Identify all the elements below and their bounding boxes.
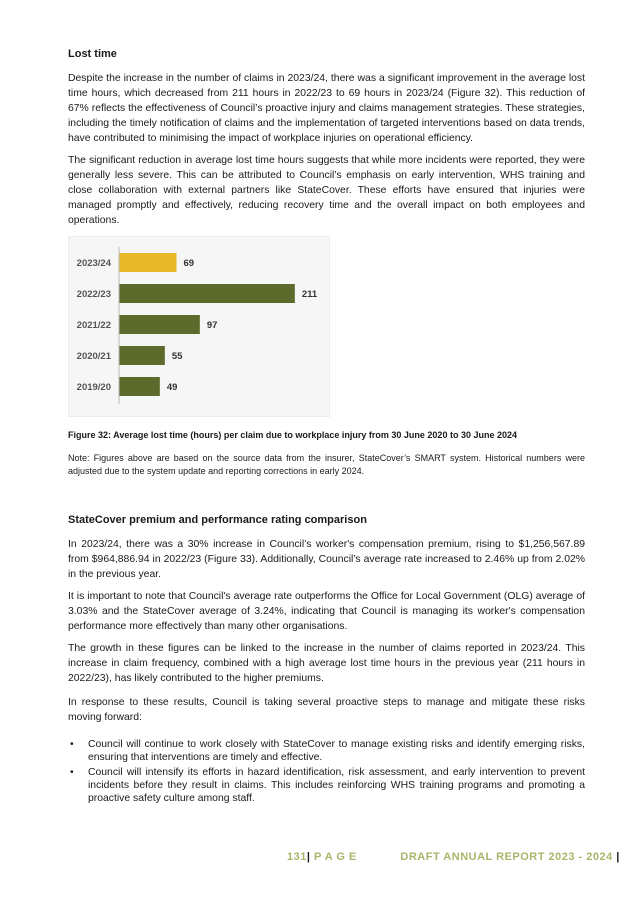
list-item: • Council will intensify its efforts in hazard identification, risk assessment, and early intervention to prevent incidents before they result in claims. This includes reinforcing WHS training programs and promoting a proactive safety culture among staff. [70, 767, 585, 804]
statecover-paragraph-2: It is important to note that Council's average rate outperforms the Office for Local Government (OLG) average of 3.03% and the StateCover average of 3.24%, indicating that Council is managing its worker's compensation performance more effectively than many other organisations. [68, 591, 585, 632]
lost-time-bar-chart [68, 236, 330, 417]
category-label: 2020/21 [76, 351, 111, 362]
bar-2020-21 [119, 346, 165, 365]
category-label: 2021/22 [76, 320, 111, 331]
bar-2019-20 [119, 377, 160, 396]
statecover-paragraph-1: In 2023/24, there was a 30% increase in Council’s worker's compensation premium, rising to $1,256,567.89 from $964,886.94 in 2022/23 (Figure 33). Additionally, Council’s average rate increased to 2.46% up from 2.02% in the previous year. [68, 539, 585, 580]
footer-separator: | [306, 851, 311, 863]
lost-time-paragraph-2: The significant reduction in average lost time hours suggests that while more incidents were reported, they were generally less severe. This can be attributed to Council’s emphasis on early intervention, WHS training and close collaboration with external partners like StateCover. These efforts have ensured that injuries were managed promptly and effectively, reducing recovery time and the overall impact on both employees and operations. [68, 155, 585, 226]
section-heading-statecover: StateCover premium and performance rating comparison [68, 514, 367, 526]
bar-2023-24 [119, 253, 177, 272]
lost-time-paragraph-1: Despite the increase in the number of claims in 2023/24, there was a significant improvement in the average lost time hours, which decreased from 211 hours in 2022/23 to 69 hours in 2023/24 (Figure 32). This reduction of 67% reflects the effectiveness of Council’s proactive injury and claims management strategies. These strategies, including the timely notification of claims and the implementation of targeted interventions based on data trends, have contributed to minimising the impact of workplace injuries on operational efficiency. [68, 73, 585, 144]
bullet-icon: • [70, 739, 74, 750]
bar-2021-22 [119, 315, 200, 334]
chart-canvas [69, 237, 329, 416]
figure-caption: Figure 32: Average lost time (hours) per claim due to workplace injury from 30 June 2020 to 30 June 2024 [68, 430, 517, 440]
report-title: DRAFT ANNUAL REPORT 2023 - 2024 [400, 851, 613, 863]
bullet-icon: • [70, 767, 74, 778]
statecover-paragraph-4: In response to these results, Council is taking several proactive steps to manage and mitigate these risks moving forward: [68, 697, 585, 723]
section-heading-lost-time: Lost time [68, 48, 117, 60]
statecover-paragraph-3: The growth in these figures can be linked to the increase in the number of claims reported in 2023/24. This increase in claim frequency, combined with a high average lost time hours in the previous year (211 hours in 2022/23), has likely contributed to the higher premiums. [68, 643, 585, 684]
action-bullet-list [68, 738, 585, 807]
list-item: • Council will continue to work closely with StateCover to manage existing risks and identify emerging risks, ensuring that interventions are timely and effective. [70, 739, 585, 763]
data-label: 211 [301, 289, 318, 300]
data-label: 55 [171, 351, 183, 362]
footer-end-separator: | [616, 851, 620, 863]
data-label: 49 [166, 382, 178, 393]
data-label: 97 [206, 320, 218, 331]
data-label: 69 [183, 258, 195, 269]
page-footer [287, 851, 620, 863]
category-label: 2019/20 [76, 382, 111, 393]
page-label: P A G E [314, 851, 357, 863]
category-label: 2022/23 [76, 289, 111, 300]
bar-2022-23 [119, 284, 295, 303]
category-label: 2023/24 [76, 258, 111, 269]
page-number: 131 [287, 851, 307, 863]
figure-note: Note: Figures above are based on the source data from the insurer, StateCover’s SMART system. Historical numbers were adjusted due to the system update and reporting corrections in early 2024. [68, 453, 585, 476]
